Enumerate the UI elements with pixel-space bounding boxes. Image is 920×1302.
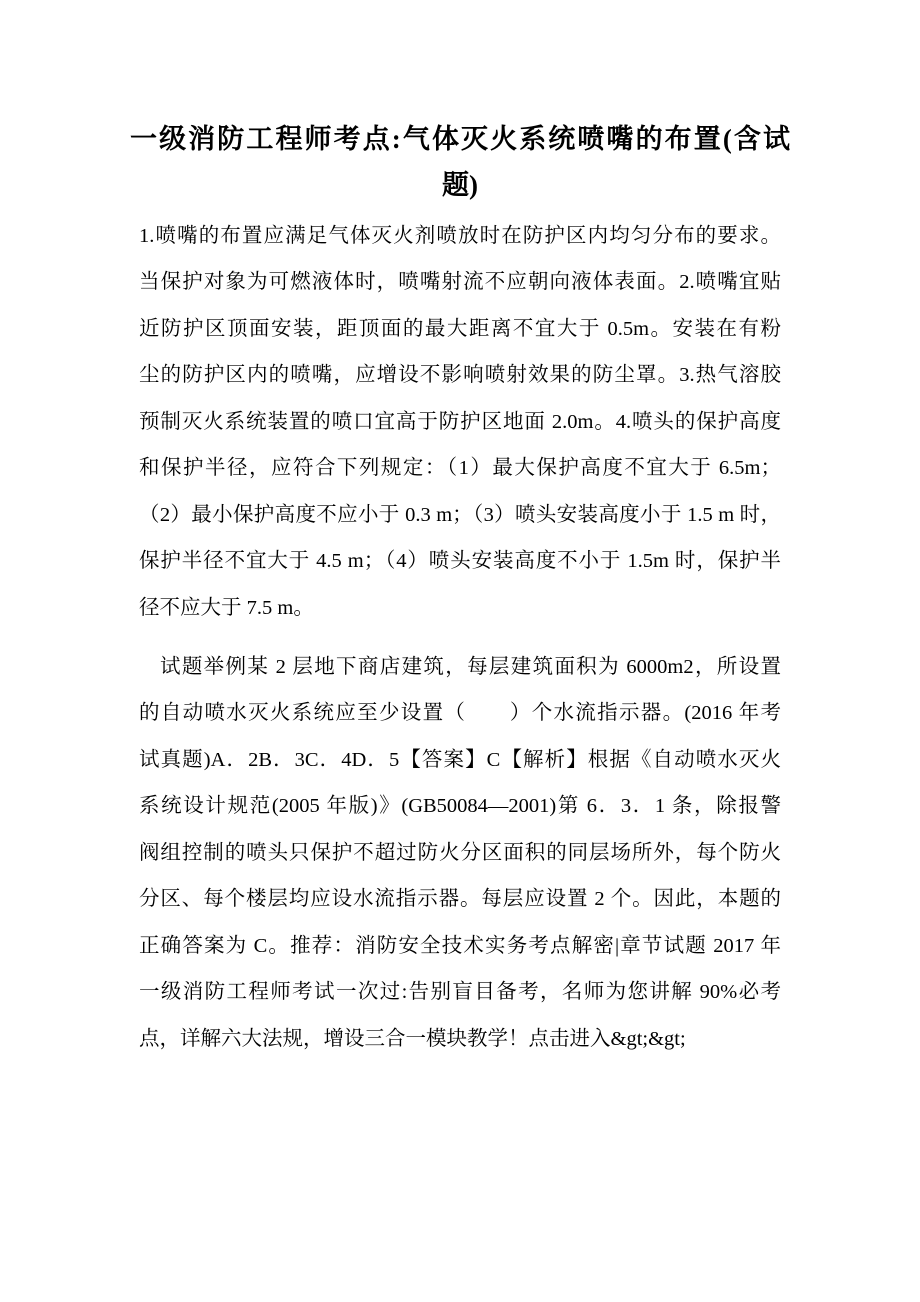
document-title-line-2: 题) (442, 170, 478, 200)
paragraph-line: 保护半径不宜大于 4.5 m；（4）喷头安装高度不小于 1.5m 时，保护半 (139, 550, 781, 572)
paragraph-line: 尘的防护区内的喷嘴，应增设不影响喷射效果的防尘罩。3.热气溶胶 (139, 364, 781, 386)
paragraph-line: 1.喷嘴的布置应满足气体灭火剂喷放时在防护区内均匀分布的要求。 (139, 225, 781, 247)
paragraph-line: 一级消防工程师考试一次过:告别盲目备考，名师为您讲解 90%必考 (139, 981, 781, 1003)
paragraph-line: （2）最小保护高度不应小于 0.3 m；（3）喷头安装高度小于 1.5 m 时， (139, 504, 781, 526)
paragraph-line: 正确答案为 C。推荐：消防安全技术实务考点解密|章节试题 2017 年 (139, 935, 781, 957)
paragraph-line: 试真题)A．2B．3C．4D．5【答案】C【解析】根据《自动喷水灭火 (139, 749, 781, 771)
paragraph-line: 的自动喷水灭火系统应至少设置（ ）个水流指示器。(2016 年考 (139, 702, 781, 724)
paragraph-line: 预制灭火系统装置的喷口宜高于防护区地面 2.0m。4.喷头的保护高度 (139, 411, 781, 433)
paragraph-line: 近防护区顶面安装，距顶面的最大距离不宜大于 0.5m。安装在有粉 (139, 318, 781, 340)
paragraph-line: 和保护半径，应符合下列规定：（1）最大保护高度不宜大于 6.5m； (139, 457, 781, 479)
paragraph-line: 分区、每个楼层均应设水流指示器。每层应设置 2 个。因此，本题的 (139, 888, 781, 910)
paragraph-line: 系统设计规范(2005 年版)》(GB50084—2001)第 6．3．1 条，除报警 (139, 795, 781, 817)
paragraph-line: 阀组控制的喷头只保护不超过防火分区面积的同层场所外，每个防火 (139, 842, 781, 864)
paragraph-line: 点，详解六大法规，增设三合一模块教学！点击进入&gt;&gt; (139, 1028, 686, 1050)
paragraph-line: 当保护对象为可燃液体时，喷嘴射流不应朝向液体表面。2.喷嘴宜贴 (139, 271, 781, 293)
paragraph-line: 径不应大于 7.5 m。 (139, 597, 314, 619)
paragraph-line: 试题举例某 2 层地下商店建筑，每层建筑面积为 6000m2，所设置 (160, 656, 781, 678)
document-title-line-1: 一级消防工程师考点:气体灭火系统喷嘴的布置(含试 (130, 124, 790, 154)
